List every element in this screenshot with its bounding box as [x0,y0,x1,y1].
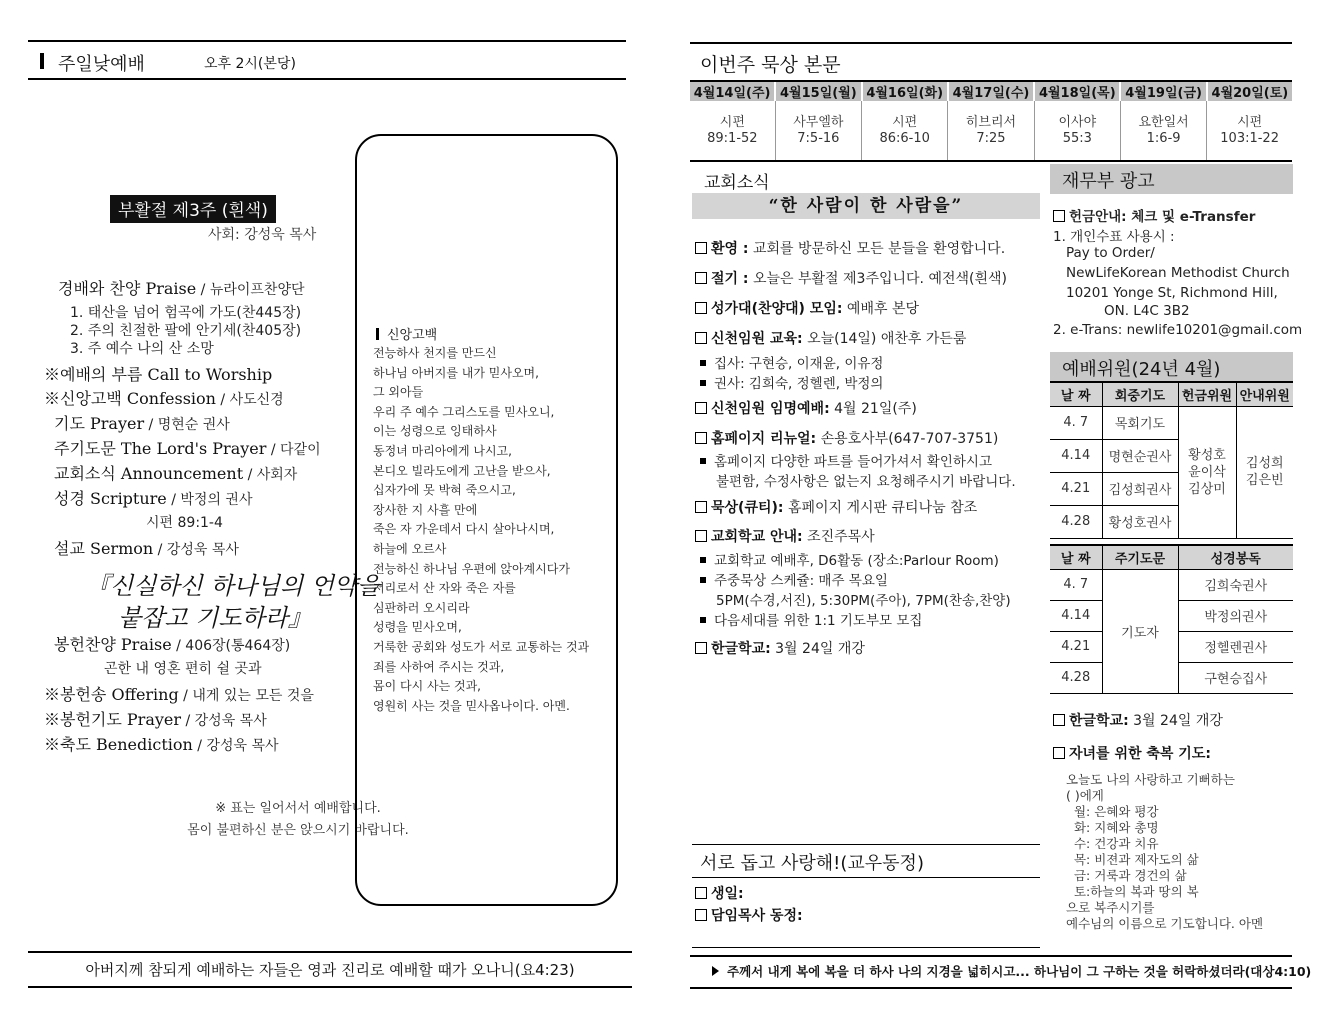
korean-school-note: 한글학교: 3월 24일 개강 [1053,710,1223,730]
news-bullet-homepage-cont: 불편함, 수정사항은 없는지 요청해주시기 바랍니다. [716,474,1016,490]
table-cell-prayer: 목회기도 [1102,406,1178,439]
finance-title: 재무부 광고 [1062,171,1155,192]
news-title: 교회소식 [704,173,770,193]
staff-col-header: 주기도문 [1102,545,1178,569]
news-item-welcome: 환영 : 교회를 방문하신 모든 분들을 환영합니다. [695,238,1005,258]
bullet-icon [700,360,706,366]
schedule-passage: 요한일서 1:6-9 [1120,101,1206,161]
checkbox-icon [695,432,707,444]
order-offering: ※봉헌송 Offering / 내게 있는 모든 것을 [44,685,314,704]
meditation-title: 이번주 묵상 본문 [700,54,841,76]
staff-col-header: 안내위원 [1236,382,1293,406]
staff-table-1 [1050,381,1293,539]
schedule-passage: 사무엘하 7:5-16 [775,101,861,161]
mutual-top-rule [692,844,1040,845]
header-bar-mark [40,53,44,69]
news-item-appointment: 신천임원 임명예배: 4월 21일(주) [695,398,917,418]
season-label: 부활절 제3주 (흰색) [110,195,276,223]
song-3: 3. 주 예수 나의 산 소망 [70,341,214,357]
news-bullet-school-3: 5PM(수경,서진), 5:30PM(주아), 7PM(찬송,찬양) [716,593,1011,609]
bullet-icon [700,577,706,583]
table-cell-prayer: 명현순권사 [1102,439,1178,472]
table-cell-date: 4.28 [1050,505,1102,538]
staff-col-header: 회중기도 [1102,382,1178,406]
staff-col-header: 날 짜 [1050,545,1102,569]
news-bullet-school-1: 교회학교 예배후, D6활동 (장소:Parlour Room) [700,549,999,569]
schedule-date: 4월20일(토) [1207,81,1292,101]
news-item-officer-training: 신천임원 교육: 오늘(14일) 애찬후 가든룸 [695,328,966,348]
table-cell-date: 4.14 [1050,600,1102,631]
table-cell-date: 4.21 [1050,472,1102,505]
checkbox-icon [695,909,707,921]
news-bullet-deacons: 집사: 구현승, 이재윤, 이유정 [700,352,883,372]
schedule-passage: 시편 89:1-52 [690,101,775,161]
checkbox-icon [695,402,707,414]
scripture-ref: 시편 89:1-4 [146,515,223,531]
service-header [28,40,626,80]
checkbox-icon [1053,714,1065,726]
checkbox-icon [1053,747,1065,759]
mutual-rule [692,877,1040,878]
finance-line-1: 1. 개인수표 사용시 : [1053,229,1175,245]
bullet-icon [700,380,706,386]
song-2: 2. 주의 친절한 팔에 안기세(찬405장) [70,323,302,339]
schedule-date: 4월14일(주) [690,81,775,101]
order-scripture: 성경 Scripture / 박정의 권사 [54,489,253,508]
news-bullet-elders: 권사: 김희숙, 정헬렌, 박정의 [700,372,883,392]
news-item-season: 절기 : 오늘은 부활절 제3주입니다. 예전색(흰색) [695,268,1007,288]
finance-line-4: 10201 Yonge St, Richmond Hill, [1066,285,1278,301]
checkbox-icon [695,242,707,254]
order-offering-prayer: ※봉헌기도 Prayer / 강성욱 목사 [44,710,267,729]
staff-col-header: 성경봉독 [1178,545,1293,569]
staff-title: 예배위원(24년 4월) [1062,359,1221,380]
table-cell-date: 4.21 [1050,631,1102,662]
checkbox-icon [695,642,707,654]
blessing-title: 자녀를 위한 축복 기도: [1053,743,1211,763]
mutual-title: 서로 돕고 사랑해!(교우동정) [700,853,924,874]
staff-col-header: 헌금위원 [1178,382,1236,406]
table-cell-date: 4.28 [1050,662,1102,693]
news-item-korean-school: 한글학교: 3월 24일 개강 [695,638,865,658]
staff-table-2 [1050,544,1293,694]
order-prayer: 기도 Prayer / 명현순 권사 [54,414,230,433]
service-time: 오후 2시(본당) [204,56,296,72]
news-quote: “한 사람이 한 사람을” [768,196,964,216]
bullet-icon [700,458,706,464]
table-cell-offering: 황성호 윤이삭 김상미 [1178,406,1236,538]
schedule-passage: 시편 86:6-10 [862,101,948,161]
table-cell-reader: 구현승집사 [1178,662,1293,693]
checkbox-icon [695,332,707,344]
news-item-sunday-school: 교회학교 안내: 조진주목사 [695,526,875,546]
checkbox-icon [695,272,707,284]
creed-title: 신앙고백 [376,324,437,343]
seated-note: 몸이 불편하신 분은 앉으시기 바랍니다. [187,823,409,838]
standing-note: ※ 표는 일어서서 예배합니다. [215,801,381,816]
table-cell-lords-prayer: 기도자 [1102,569,1178,693]
order-benediction: ※축도 Benediction / 강성욱 목사 [44,735,279,754]
checkbox-icon [695,530,707,542]
order-praise: 경배와 찬양 Praise / 뉴라이프찬양단 [58,279,305,298]
schedule-date: 4월15일(월) [775,81,861,101]
triangle-right-icon [712,966,719,976]
news-bullet-school-2: 주중묵상 스케쥴: 매주 목요일 [700,569,888,589]
checkbox-icon [695,887,707,899]
service-title: 주일낮예배 [58,54,145,75]
bullet-icon [700,557,706,563]
schedule-passage: 이사야 55:3 [1034,101,1120,161]
right-footer-verse: 주께서 내게 복에 복을 더 하사 나의 지경을 넓히시고... 하나님이 그 구하는 것을 허락하셨더라(대상4:10) [690,955,1292,989]
schedule-passage: 히브리서 7:25 [948,101,1034,161]
news-bullet-homepage: 홈페이지 다양한 파트를 들어가셔서 확인하시고 [700,450,992,470]
blessing-prayer: 오늘도 나의 사랑하고 기뻐하는 ( )에게 월: 은혜와 평강 화: 지혜와 총명 수: 건강과 치유 목: 비젼과 제자도의 삶 금: 거룩과 경건의 삶 토:하늘의 복과 땅의 복 으로 복주시기를 예수님의 이름으로 기도합니다. 아멘 [1066,772,1264,931]
checkbox-icon [1053,210,1065,222]
presider: 사회: 강성욱 목사 [208,227,317,243]
mutual-pastor: 담임목사 동정: [695,905,803,925]
mutual-birthday: 생일: [695,883,744,903]
finance-item: 헌금안내: 체크 및 e-Transfer [1053,205,1255,225]
sermon-title-line-2: 붙잡고 기도하라』 [118,604,312,632]
schedule-date: 4월19일(금) [1120,81,1206,101]
table-cell-date: 4. 7 [1050,569,1102,600]
table-cell-reader: 정헬렌권사 [1178,631,1293,662]
order-announcement: 교회소식 Announcement / 사회자 [54,464,298,483]
table-cell-prayer: 김성희권사 [1102,472,1178,505]
order-call: ※예배의 부름 Call to Worship [44,365,273,384]
order-sermon: 설교 Sermon / 강성욱 목사 [54,539,239,558]
news-item-qt: 묵상(큐티): 홈페이지 게시판 큐티나눔 참조 [695,497,977,517]
checkbox-icon [695,501,707,513]
meditation-schedule [690,80,1292,162]
schedule-date: 4월18일(목) [1034,81,1120,101]
table-cell-prayer: 황성호권사 [1102,505,1178,538]
song-1: 1. 태산을 넘어 험곡에 가도(찬445장) [70,305,302,321]
offering-praise-song: 곤한 내 영혼 편히 쉴 곳과 [104,661,262,677]
table-cell-reader: 김희숙권사 [1178,569,1293,600]
schedule-date: 4월17일(수) [948,81,1034,101]
checkbox-icon [695,302,707,314]
table-cell-usher: 김성희 김은빈 [1236,406,1293,538]
news-item-choir: 성가대(찬양대) 모임: 예배후 본당 [695,298,919,318]
schedule-date: 4월16일(화) [862,81,948,101]
order-offering-praise: 봉헌찬양 Praise / 406장(통464장) [54,635,291,654]
finance-line-5: ON. L4C 3B2 [1104,303,1190,319]
order-lords-prayer: 주기도문 The Lord's Prayer / 다같이 [54,439,321,458]
table-cell-date: 4.14 [1050,439,1102,472]
news-bullet-school-4: 다음세대를 위한 1:1 기도부모 모집 [700,609,922,629]
finance-line-3: NewLifeKorean Methodist Church [1066,265,1290,281]
sermon-title-line-1: 『신실하신 하나님의 언약을 [86,572,381,600]
schedule-passage: 시편 103:1-22 [1207,101,1292,161]
table-cell-reader: 박정의권사 [1178,600,1293,631]
news-item-homepage: 홈페이지 리뉴얼: 손용호사부(647-707-3751) [695,428,998,448]
staff-col-header: 날 짜 [1050,382,1102,406]
creed-text: 전능하사 천지를 만드신 하나님 아버지를 내가 믿사오며, 그 외아들 우리 주 예수 그리스도를 믿사오니, 이는 성령으로 잉태하사 동정녀 마리아에게 나시고, 본디오 빌라도에게 고난을 받으사, 십자가에 못 박혀 죽으시고, 장사한 지 사흘 만에 죽은 자 가운데서 다시 살아나시며, 하늘에 오르사 전능하신 하나님 우편에 앉아계시다가 저리로서 산 자와 죽은 자를 심판하러 오시리라 성령을 믿사오며, 거룩한 공회와 성도가 서로 교통하는 것과 죄를 사하여 주시는 것과, 몸이 다시 사는 것과, 영원히 사는 것을 믿사옵나이다. 아멘. [373,346,590,713]
bullet-icon [700,617,706,623]
mutual-bottom-rule [692,947,1040,948]
finance-line-2: Pay to Order/ [1066,245,1155,261]
left-footer-verse: 아버지께 참되게 예배하는 자들은 영과 진리로 예배할 때가 오나니(요4:23) [28,951,632,988]
order-confession: ※신앙고백 Confession / 사도신경 [44,389,284,408]
right-top-rule [690,42,1292,44]
finance-line-6: 2. e-Trans: newlife10201@gmail.com [1053,322,1303,338]
table-cell-date: 4. 7 [1050,406,1102,439]
